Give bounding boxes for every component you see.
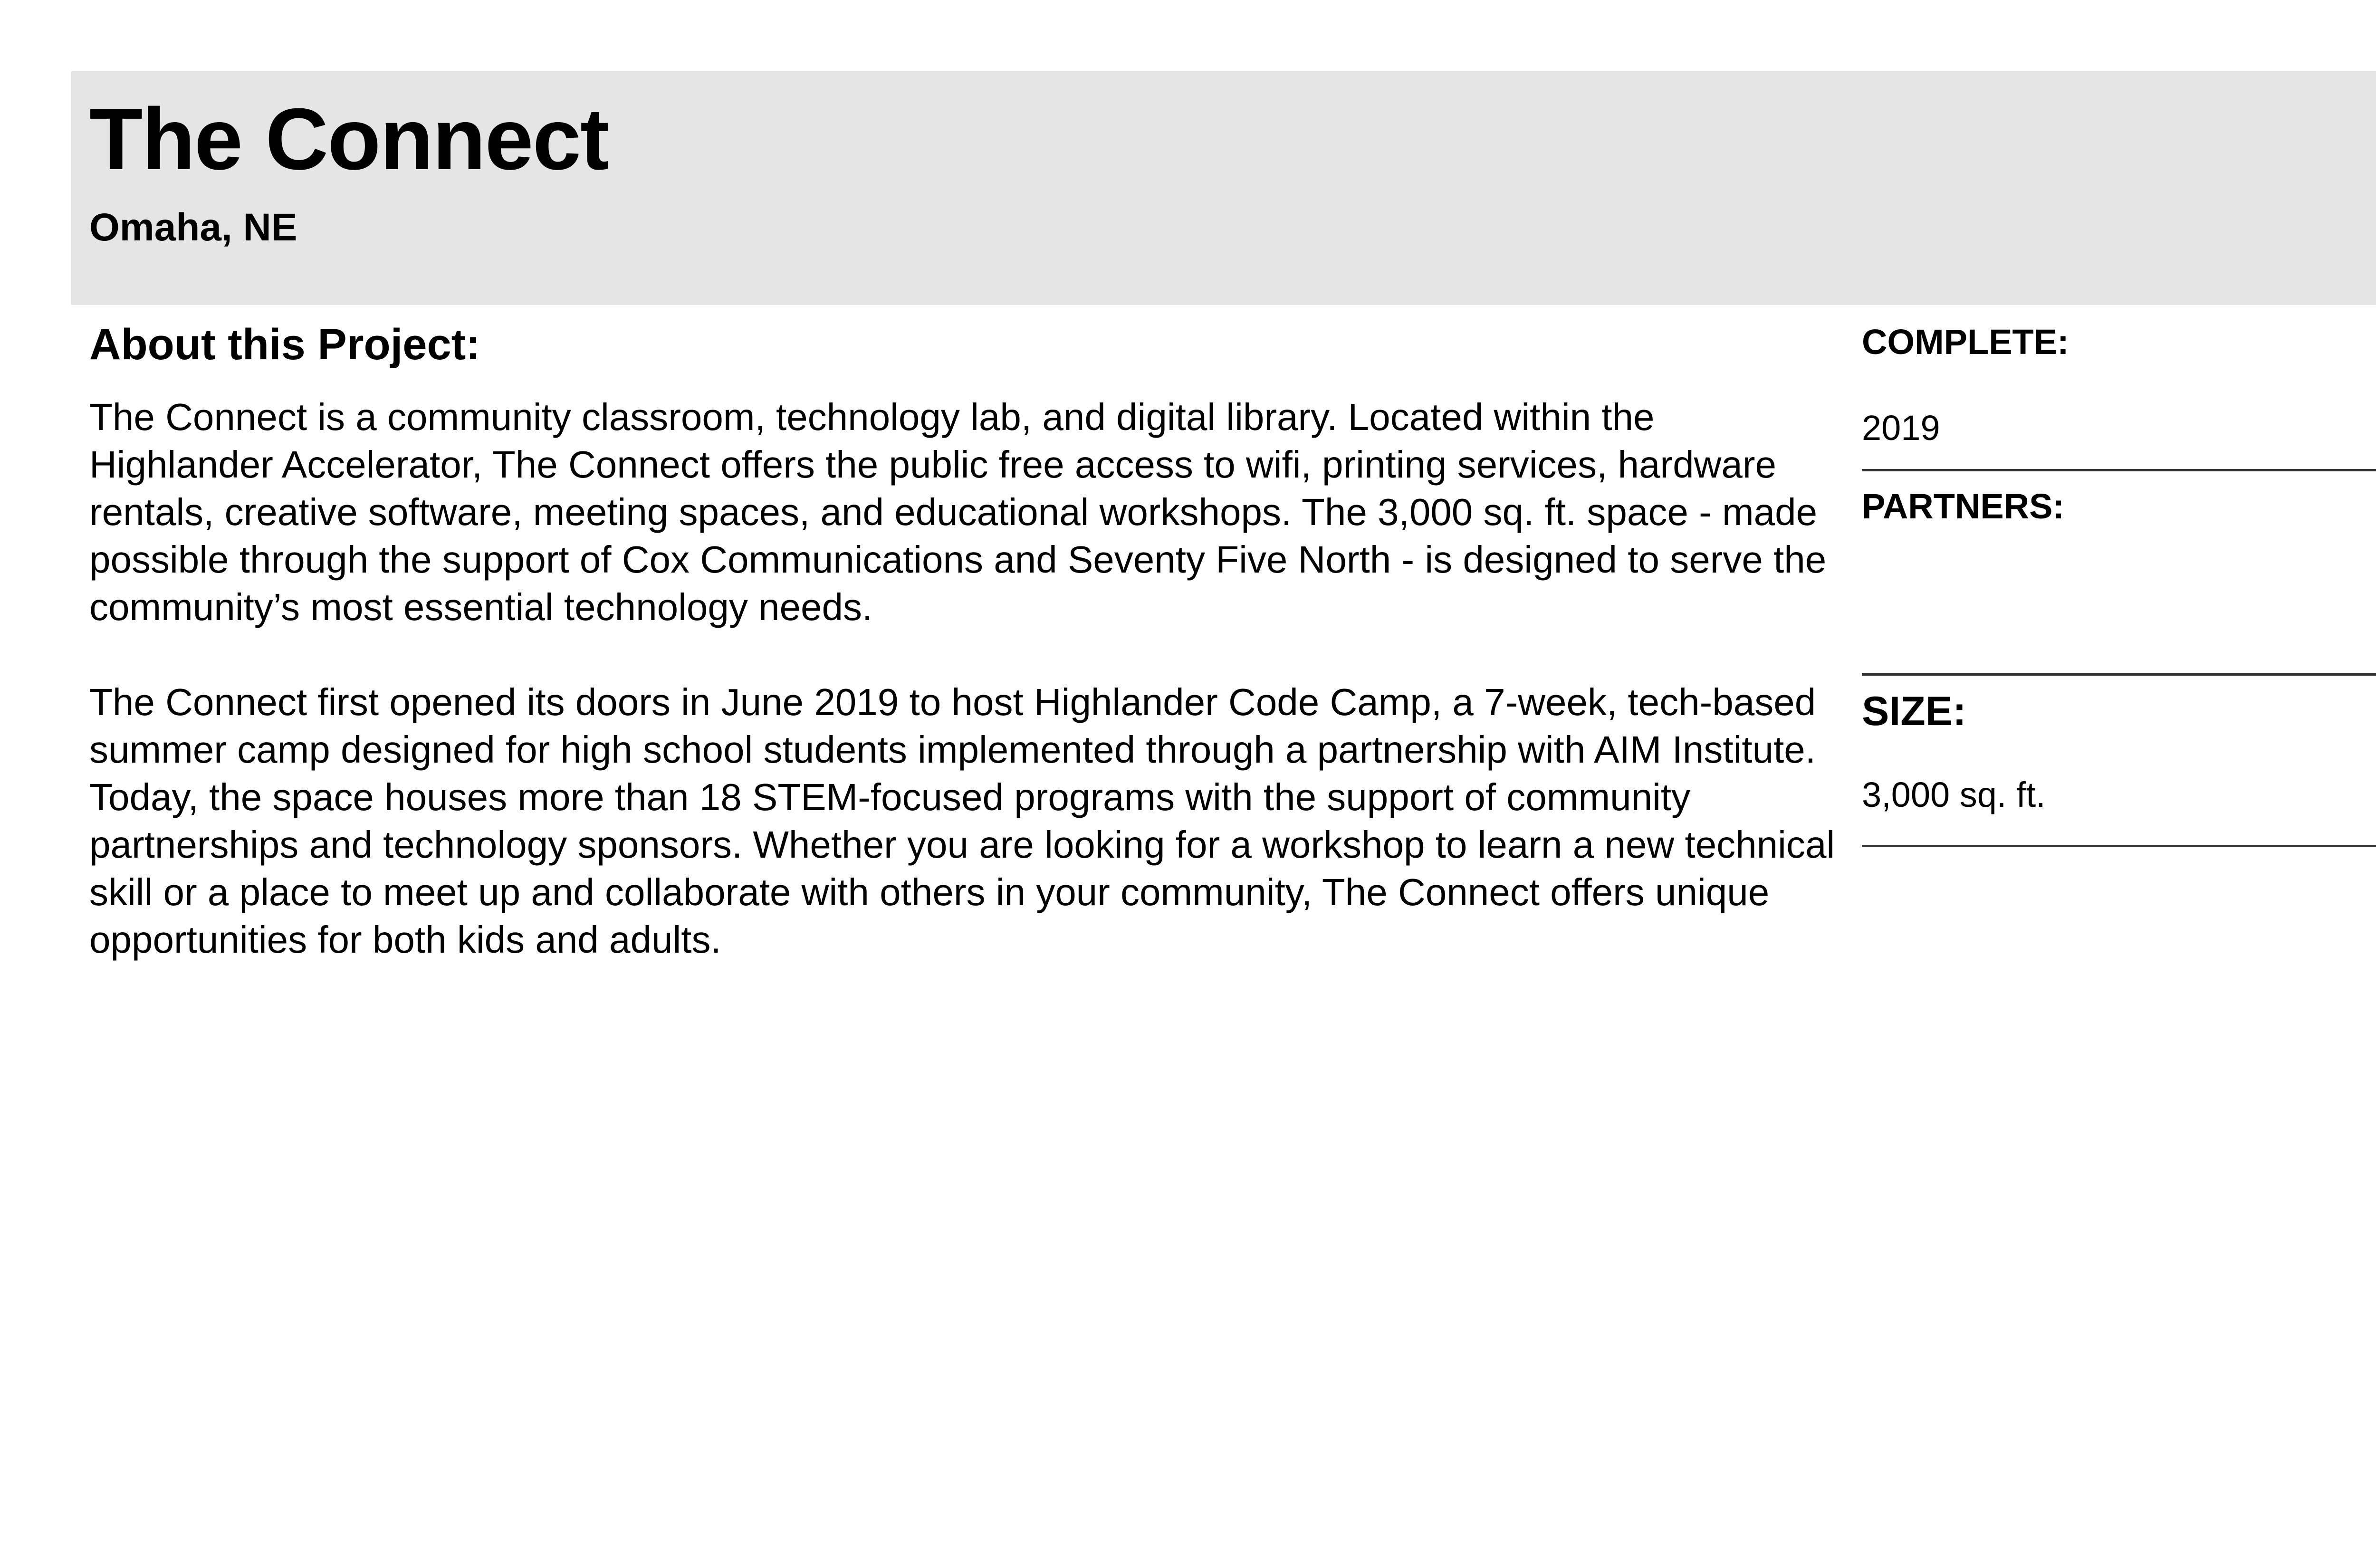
about-body — [89, 393, 1838, 964]
complete-value: 2019 — [1862, 408, 1940, 448]
size-block — [1862, 676, 2376, 847]
about-paragraph-2: The Connect first opened its doors in June 2019 to host Highlander Code Camp, a 7-week, tech-based summer camp designed for high school students implemented through a partnership with AIM Institute. Today, the space houses more than 18 STEM-focused programs with the support of community partnerships and technology sponsors. Whether you are looking for a workshop to learn a new technical skill or a place to meet up and collaborate with others in your community, The Connect offers unique opportunities for both kids and adults. — [89, 681, 1835, 961]
complete-block — [1862, 318, 2376, 471]
project-header — [71, 71, 2376, 305]
project-details — [1862, 318, 2376, 847]
partners-label: PARTNERS: — [1862, 487, 2065, 526]
about-paragraph-1: The Connect is a community classroom, technology lab, and digital library. Located within the Highlander Accelerator, The Connect offers the public free access to wifi, printing services, hardware rentals, creative software, meeting spaces, and educational workshops. The 3,000 sq. ft. space - made possible through the support of Cox Communications and Seventy Five North - is designed to serve the community’s most essential technology needs. — [89, 396, 1827, 629]
project-location: Omaha, NE — [89, 206, 297, 249]
complete-label: COMPLETE: — [1862, 322, 2069, 362]
project-title: The Connect — [89, 90, 609, 188]
size-label: SIZE: — [1862, 688, 1966, 734]
about-section — [89, 318, 1838, 964]
partners-block — [1862, 471, 2376, 676]
about-heading: About this Project: — [89, 320, 480, 369]
size-value: 3,000 sq. ft. — [1862, 775, 2046, 815]
